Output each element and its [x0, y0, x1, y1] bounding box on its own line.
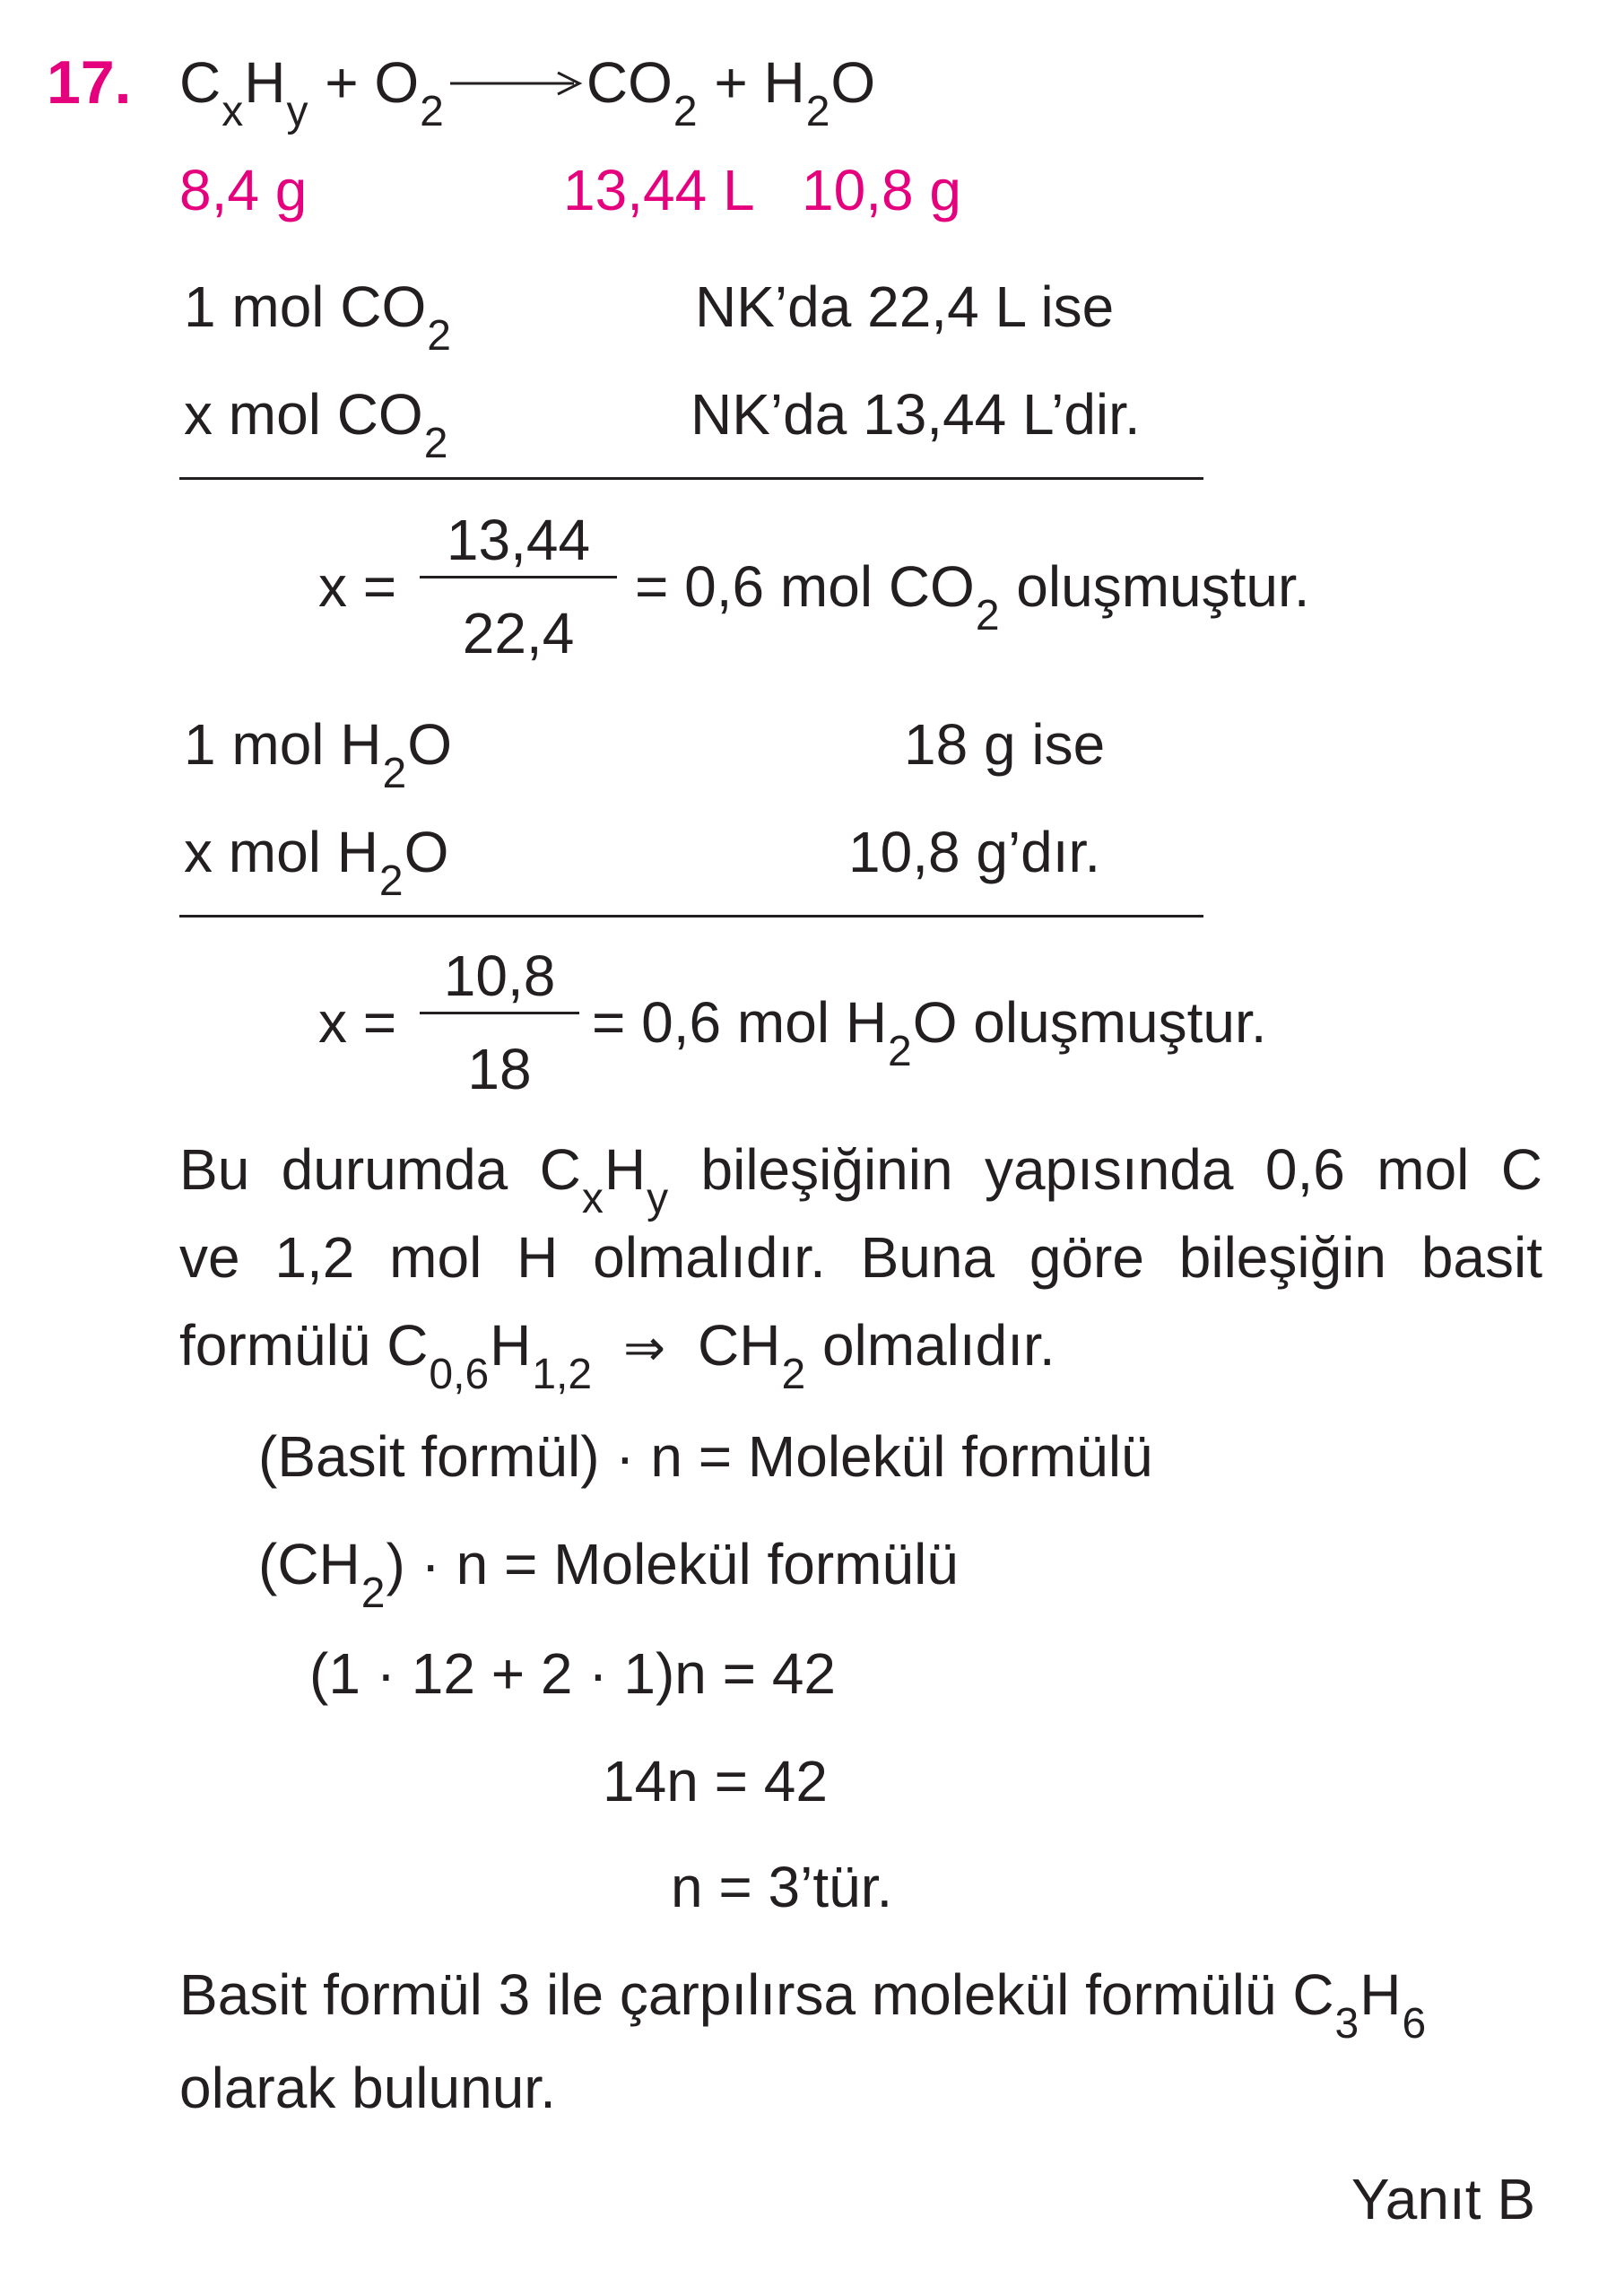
co2-divider — [179, 477, 1203, 480]
h2o-row1-right: 18 g ise — [904, 712, 1106, 777]
eq-sub-y: y — [286, 88, 308, 135]
co2-fraction — [420, 508, 617, 665]
co2-lhs: x = — [318, 554, 397, 619]
co2-result: = 0,6 mol $CO_2$ oluşmuştur. — [635, 554, 1310, 639]
paragraph-line-2: ve 1,2 mol H olmalıdır. Buna göre bileşiğin basit — [179, 1225, 1542, 1290]
eq-sub-co2: 2 — [673, 88, 698, 135]
answer-label: Yanıt B — [1351, 2167, 1535, 2231]
reaction-equation — [179, 50, 876, 135]
co2-row2-left: x mol $CO_2$ — [184, 382, 448, 467]
paragraph-line-1: Bu durumda $C_xH_y$ bileşiğinin yapısında 0,6 mol C — [179, 1137, 1543, 1222]
eq-co2: CO — [586, 50, 673, 115]
derivation-line-5: n = 3’tür. — [671, 1855, 893, 1919]
derivation-line-3: (1 · 12 + 2 · 1)n = 42 — [309, 1641, 836, 1706]
h2o-fraction — [420, 944, 579, 1101]
conclusion-line-1: Basit formül 3 ile çarpılırsa molekül formülü $C_3H_6$ — [179, 1962, 1427, 2048]
eq-water-o: O — [830, 50, 876, 115]
h2o-row1-left: 1 mol $H_2O$ — [184, 712, 452, 797]
paragraph-line-3: formülü $C_{0,6}H_{1,2}$ ⇒ $CH_2$ olmalıdır. — [179, 1313, 1055, 1398]
h2o-numerator: 10,8 — [443, 944, 556, 1008]
eq-sub-x: x — [222, 88, 244, 135]
implies-arrow-icon: ⇒ — [623, 1319, 666, 1378]
co2-row1-right: NK’da 22,4 L ise — [695, 274, 1115, 339]
problem-number: 17. — [47, 48, 132, 117]
eq-sub-o2: 2 — [420, 88, 444, 135]
h2o-divider — [179, 915, 1203, 918]
derivation-line-2: $(CH_2) \cdot n$ = Molekül formülü — [258, 1532, 959, 1617]
co2-row1-left: 1 mol $CO_2$ — [184, 274, 451, 360]
h2o-row2-right: 10,8 g’dır. — [848, 820, 1101, 884]
conclusion-line-2: olarak bulunur. — [179, 2056, 556, 2120]
eq-c: C — [179, 50, 222, 115]
eq-oxygen: + O — [325, 50, 420, 115]
h2o-lhs: x = — [318, 990, 397, 1055]
eq-sub-h2o: 2 — [805, 88, 830, 135]
given-mass-water: 10,8 g — [802, 158, 961, 222]
h2o-fraction-bar — [420, 1012, 579, 1014]
given-mass-hydrocarbon: 8,4 g — [179, 158, 308, 222]
co2-fraction-bar — [420, 576, 617, 578]
h2o-row2-left: x mol $H_2O$ — [184, 820, 449, 905]
co2-row2-right: NK’da 13,44 L’dir. — [691, 382, 1141, 447]
reaction-arrow-icon — [448, 65, 583, 101]
co2-denominator: 22,4 — [462, 601, 575, 665]
co2-numerator: 13,44 — [446, 508, 591, 572]
h2o-result: = 0,6 mol $H_2O$ oluşmuştur. — [592, 990, 1267, 1075]
given-volume-co2: 13,44 L — [563, 158, 755, 222]
eq-h: H — [244, 50, 286, 115]
derivation-line-1: (Basit formül) · n = Molekül formülü — [258, 1424, 1153, 1489]
h2o-denominator: 18 — [467, 1037, 532, 1101]
eq-water: + H — [714, 50, 805, 115]
derivation-line-4: 14n = 42 — [603, 1749, 828, 1813]
